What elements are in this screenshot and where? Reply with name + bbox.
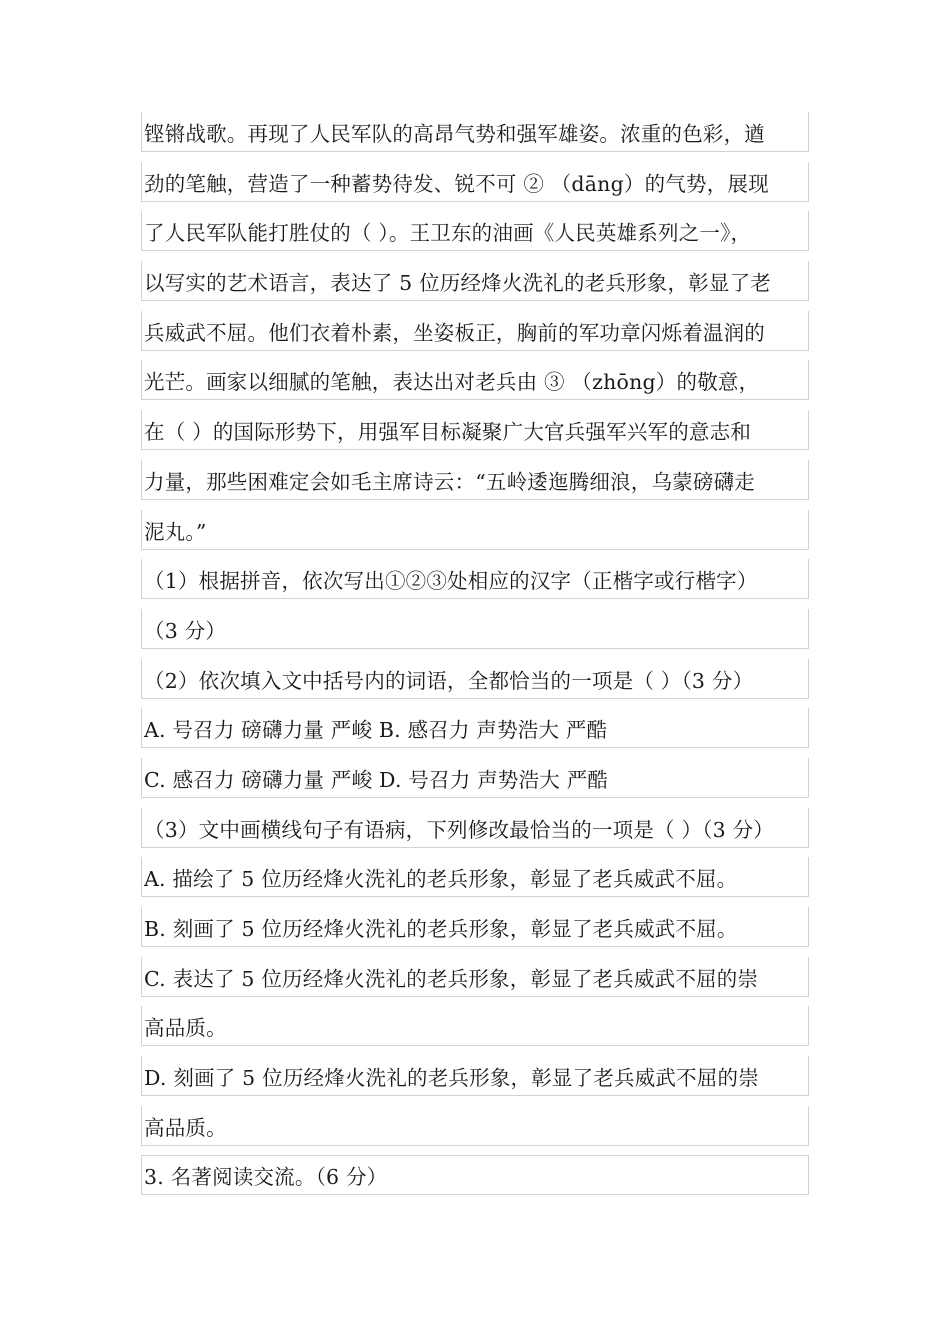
option-line bbox=[141, 758, 809, 808]
question-2-options-cd: C. 感召力 磅礴力量 严峻 D. 号召力 声势浩大 严酷 bbox=[144, 767, 609, 792]
option-line bbox=[141, 1006, 809, 1056]
option-line bbox=[141, 1056, 809, 1106]
question-line bbox=[141, 808, 809, 858]
passage-line-text: 劲的笔触，营造了一种蓄势待发、锐不可 ② （dāng）的气势，展现 bbox=[144, 171, 769, 196]
passage-line bbox=[141, 311, 809, 361]
question-3-option-b: B. 刻画了 5 位历经烽火洗礼的老兵形象，彰显了老兵威武不屈。 bbox=[144, 917, 738, 941]
passage-line bbox=[141, 460, 809, 510]
passage-line-text: 泥丸。” bbox=[144, 519, 207, 544]
passage-line-text: 光芒。画家以细腻的笔触，表达出对老兵由 ③ （zhōng）的敬意， bbox=[144, 370, 760, 395]
passage-line-text: 了人民军队能打胜仗的（ ）。王卫东的油画《人民英雄系列之一》， bbox=[144, 221, 752, 246]
question-3-option-a: A. 描绘了 5 位历经烽火洗礼的老兵形象，彰显了老兵威武不屈。 bbox=[144, 867, 738, 892]
question-3-option-d-cont: 高品质。 bbox=[144, 1115, 227, 1140]
passage-line-text: 兵威武不屈。他们衣着朴素，坐姿板正，胸前的军功章闪烁着温润的 bbox=[144, 320, 765, 345]
passage-line-text: 铿锵战歌。再现了人民军队的高昂气势和强军雄姿。浓重的色彩，遒 bbox=[144, 122, 765, 146]
passage-line bbox=[141, 510, 809, 560]
passage-line-text: 以写实的艺术语言，表达了 5 位历经烽火洗礼的老兵形象，彰显了老 bbox=[144, 271, 771, 296]
question-2-options-ab: A. 号召力 磅礴力量 严峻 B. 感召力 声势浩大 严酷 bbox=[144, 718, 608, 743]
option-line bbox=[141, 907, 809, 957]
option-line bbox=[141, 957, 809, 1007]
passage-line bbox=[141, 360, 809, 410]
question-line bbox=[141, 659, 809, 709]
section-3-heading: 3. 名著阅读交流。（6 分） bbox=[144, 1165, 388, 1190]
text-body bbox=[141, 112, 809, 1205]
question-3-option-c: C. 表达了 5 位历经烽火洗礼的老兵形象，彰显了老兵威武不屈的崇 bbox=[144, 966, 759, 991]
question-3-option-c-cont: 高品质。 bbox=[144, 1016, 227, 1041]
passage-line-text: 在（ ）的国际形势下，用强军目标凝聚广大官兵强军兴军的意志和 bbox=[144, 420, 752, 445]
question-line bbox=[141, 559, 809, 609]
passage-line-text: 力量，那些困难定会如毛主席诗云：“五岭逶迤腾细浪，乌蒙磅礴走 bbox=[144, 469, 755, 494]
question-3-option-d: D. 刻画了 5 位历经烽火洗礼的老兵形象，彰显了老兵威武不屈的崇 bbox=[144, 1066, 759, 1091]
passage-line bbox=[141, 410, 809, 460]
passage-line bbox=[141, 112, 809, 162]
option-line bbox=[141, 857, 809, 907]
question-1-score: （3 分） bbox=[144, 618, 227, 643]
passage-line bbox=[141, 162, 809, 212]
question-line bbox=[141, 609, 809, 659]
option-line bbox=[141, 1106, 809, 1156]
option-line bbox=[141, 708, 809, 758]
section-heading-line bbox=[141, 1155, 809, 1205]
passage-line bbox=[141, 261, 809, 311]
question-3-text: （3）文中画横线句子有语病，下列修改最恰当的一项是（ ）（3 分） bbox=[144, 817, 774, 842]
question-2-text: （2）依次填入文中括号内的词语，全都恰当的一项是（ ）（3 分） bbox=[144, 668, 754, 693]
question-1-text: （1）根据拼音，依次写出①②③处相应的汉字（正楷字或行楷字） bbox=[144, 569, 758, 594]
passage-line bbox=[141, 211, 809, 261]
